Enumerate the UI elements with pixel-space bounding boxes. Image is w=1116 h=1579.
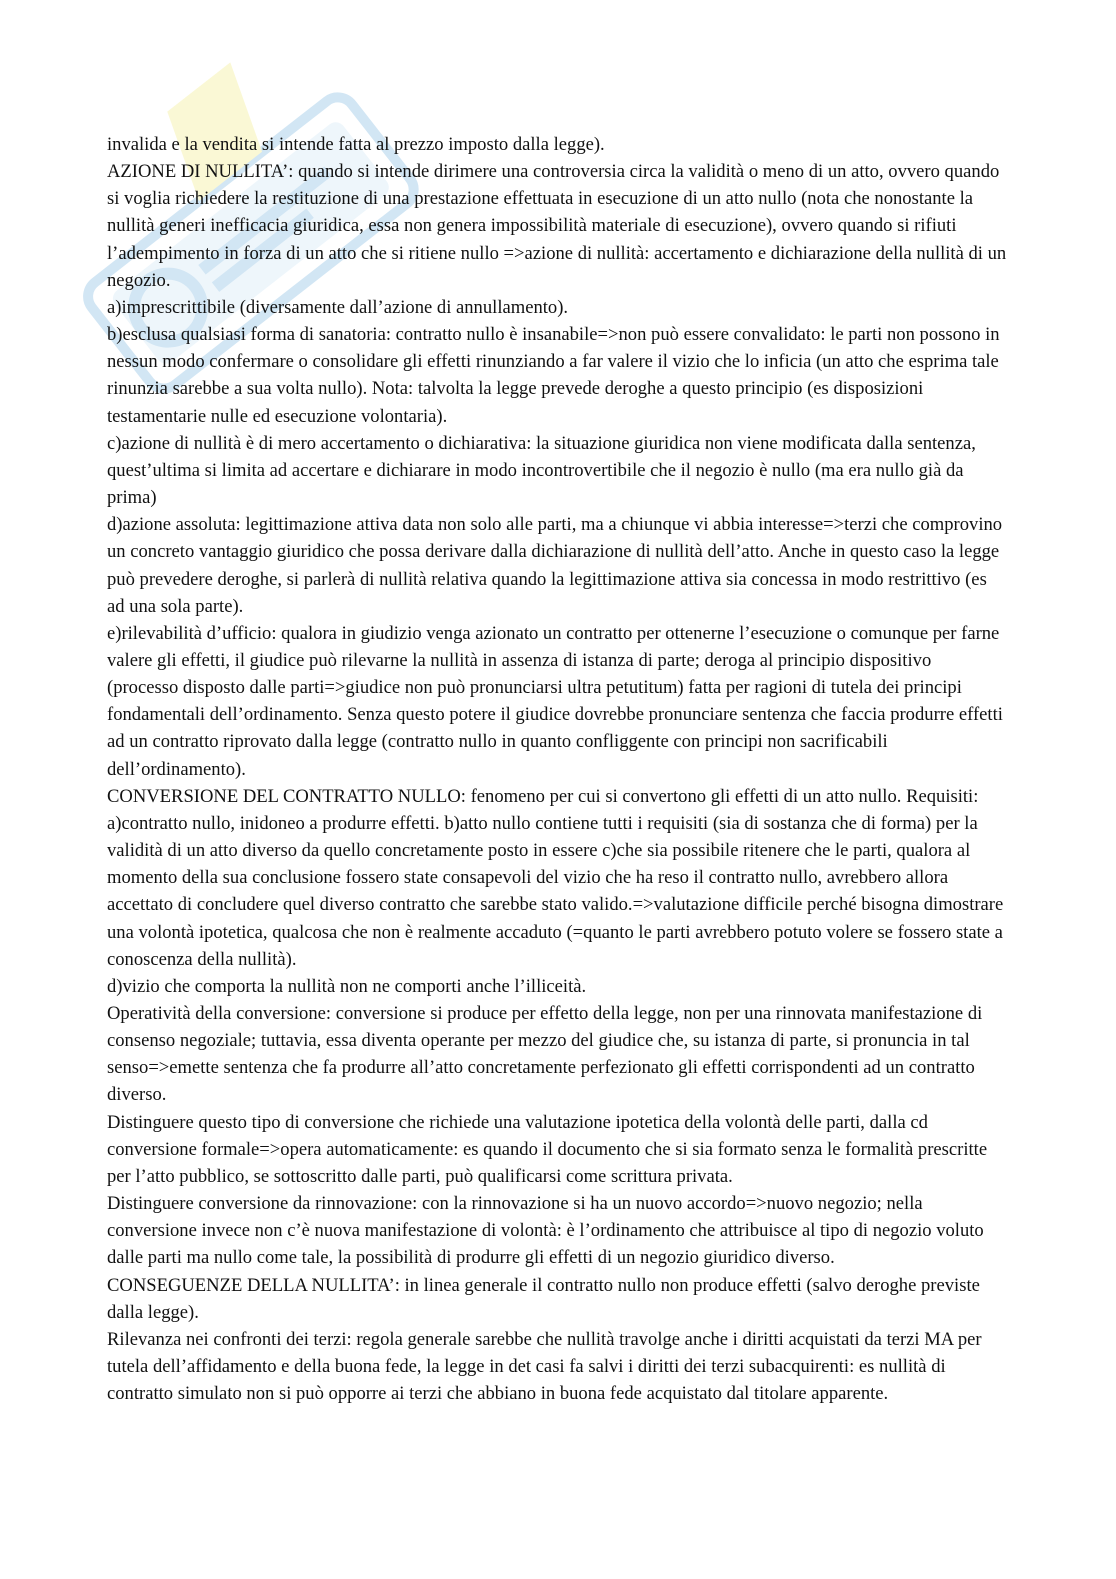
paragraph: Operatività della conversione: conversione si produce per effetto della legge, non per una rinnovata manifestazione di consenso negoziale; tuttavia, essa diventa operante per mezzo del giudice che, su istanza di parte, si pronuncia in tal senso=>emette sentenza che fa produrre all’atto concretamente perfezionato gli effetti corrispondenti ad un contratto diverso. xyxy=(107,1003,983,1106)
paragraph: Distinguere questo tipo di conversione che richiede una valutazione ipotetica della volontà delle parti, dalla cd conversione formale=>opera automaticamente: es quando il documento che si sia formato senza le formalità prescritte per l’atto pubblico, se sottoscritto dalle parti, può qualificarsi come scrittura privata. xyxy=(107,1111,988,1187)
paragraph: AZIONE DI NULLITA’: quando si intende dirimere una controversia circa la validità o meno di un atto, ovvero quando si voglia richiedere la restituzione di una prestazione effettuata in esecuzione di un atto nullo (nota che nonostante la nullità generi inefficacia giuridica, essa non genera impossibilità materiale di esecuzione), ovvero quando si rifiuti l’adempimento in forza di un atto che si ritiene nullo =>azione di nullità: accertamento e dichiarazione della nullità di un negozio. xyxy=(107,161,1007,291)
paragraph: Distinguere conversione da rinnovazione: con la rinnovazione si ha un nuovo accordo=>nuovo negozio; nella conversione invece non c’è nuova manifestazione di volontà: è l’ordinamento che attribuisce al tipo di negozio voluto dalle parti ma nullo come tale, la possibilità di produrre gli effetti di un negozio giuridico diverso. xyxy=(107,1193,984,1269)
paragraph: Rilevanza nei confronti dei terzi: regola generale sarebbe che nullità travolge anche i diritti acquistati da terzi MA per tutela dell’affidamento e della buona fede, la legge in det casi fa salvi i diritti dei terzi subacquirenti: es nullità di contratto simulato non si può opporre ai terzi che abbiano in buona fede acquistato dal titolare apparente. xyxy=(107,1328,982,1405)
document-body xyxy=(107,131,1007,1407)
paragraph: CONSEGUENZE DELLA NULLITA’: in linea generale il contratto nullo non produce effetti (salvo deroghe previste dalla legge). xyxy=(107,1274,980,1323)
paragraph: invalida e la vendita si intende fatta al prezzo imposto dalla legge). xyxy=(107,134,605,155)
paragraph: CONVERSIONE DEL CONTRATTO NULLO: fenomeno per cui si convertono gli effetti di un atto nullo. Requisiti: a)contratto nullo, inidoneo a produrre effetti. b)atto nullo contiene tutti i requisiti (sia di sostanza che di forma) per la validità di un atto diverso da quello concretamente posto in essere c)che sia possibile ritenere che le parti, qualora al momento della sua conclusione fossero state consapevoli del vizio che ha reso il contratto nullo, avrebbero allora accettato di concludere quel diverso contratto che sarebbe stato valido.=>valutazione difficile perché bisogna dimostrare una volontà ipotetica, qualcosa che non è realmente accaduto (=quanto le parti avrebbero potuto volere se fossero state a conoscenza della nullità). xyxy=(107,785,1004,970)
paragraph: a)imprescrittibile (diversamente dall’azione di annullamento). xyxy=(107,296,569,318)
paragraph: c)azione di nullità è di mero accertamento o dichiarativa: la situazione giuridica non viene modificata dalla sentenza, quest’ultima si limita ad accertare e dichiarare in modo incontrovertibile che il negozio è nullo (ma era nullo già da prima) xyxy=(107,432,976,509)
paragraph: b)esclusa qualsiasi forma di sanatoria: contratto nullo è insanabile=>non può essere convalidato: le parti non possono in nessun modo confermare o consolidare gli effetti rinunziando a far valere il vizio che lo inficia (un atto che esprima tale rinunzia sarebbe a sua volta nullo). Nota: talvolta la legge prevede deroghe a questo principio (es disposizioni testamentarie nulle ed esecuzione volontaria). xyxy=(107,324,1000,427)
paragraph: d)azione assoluta: legittimazione attiva data non solo alle parti, ma a chiunque vi abbia interesse=>terzi che comprovino un concreto vantaggio giuridico che possa derivare dalla dichiarazione di nullità dell’atto. Anche in questo caso la legge può prevedere deroghe, si parlerà di nullità relativa quando la legittimazione attiva sia concessa in modo restrittivo (es ad una sola parte). xyxy=(107,514,1003,617)
paragraph: d)vizio che comporta la nullità non ne comporti anche l’illiceità. xyxy=(107,975,587,997)
paragraph: e)rilevabilità d’ufficio: qualora in giudizio venga azionato un contratto per ottenerne l’esecuzione o comunque per farne valere gli effetti, il giudice può rilevarne la nullità in assenza di istanza di parte; deroga al principio dispositivo (processo disposto dalle parti=>giudice non può pronunciarsi ultra petutitum) fatta per ragioni di tutela dei principi fondamentali dell’ordinamento. Senza questo potere il giudice dovrebbe pronunciare sentenza che faccia produrre effetti ad un contratto riprovato dalla legge (contratto nullo in quanto confliggente con principi non sacrificabili dell’ordinamento). xyxy=(107,622,1003,780)
